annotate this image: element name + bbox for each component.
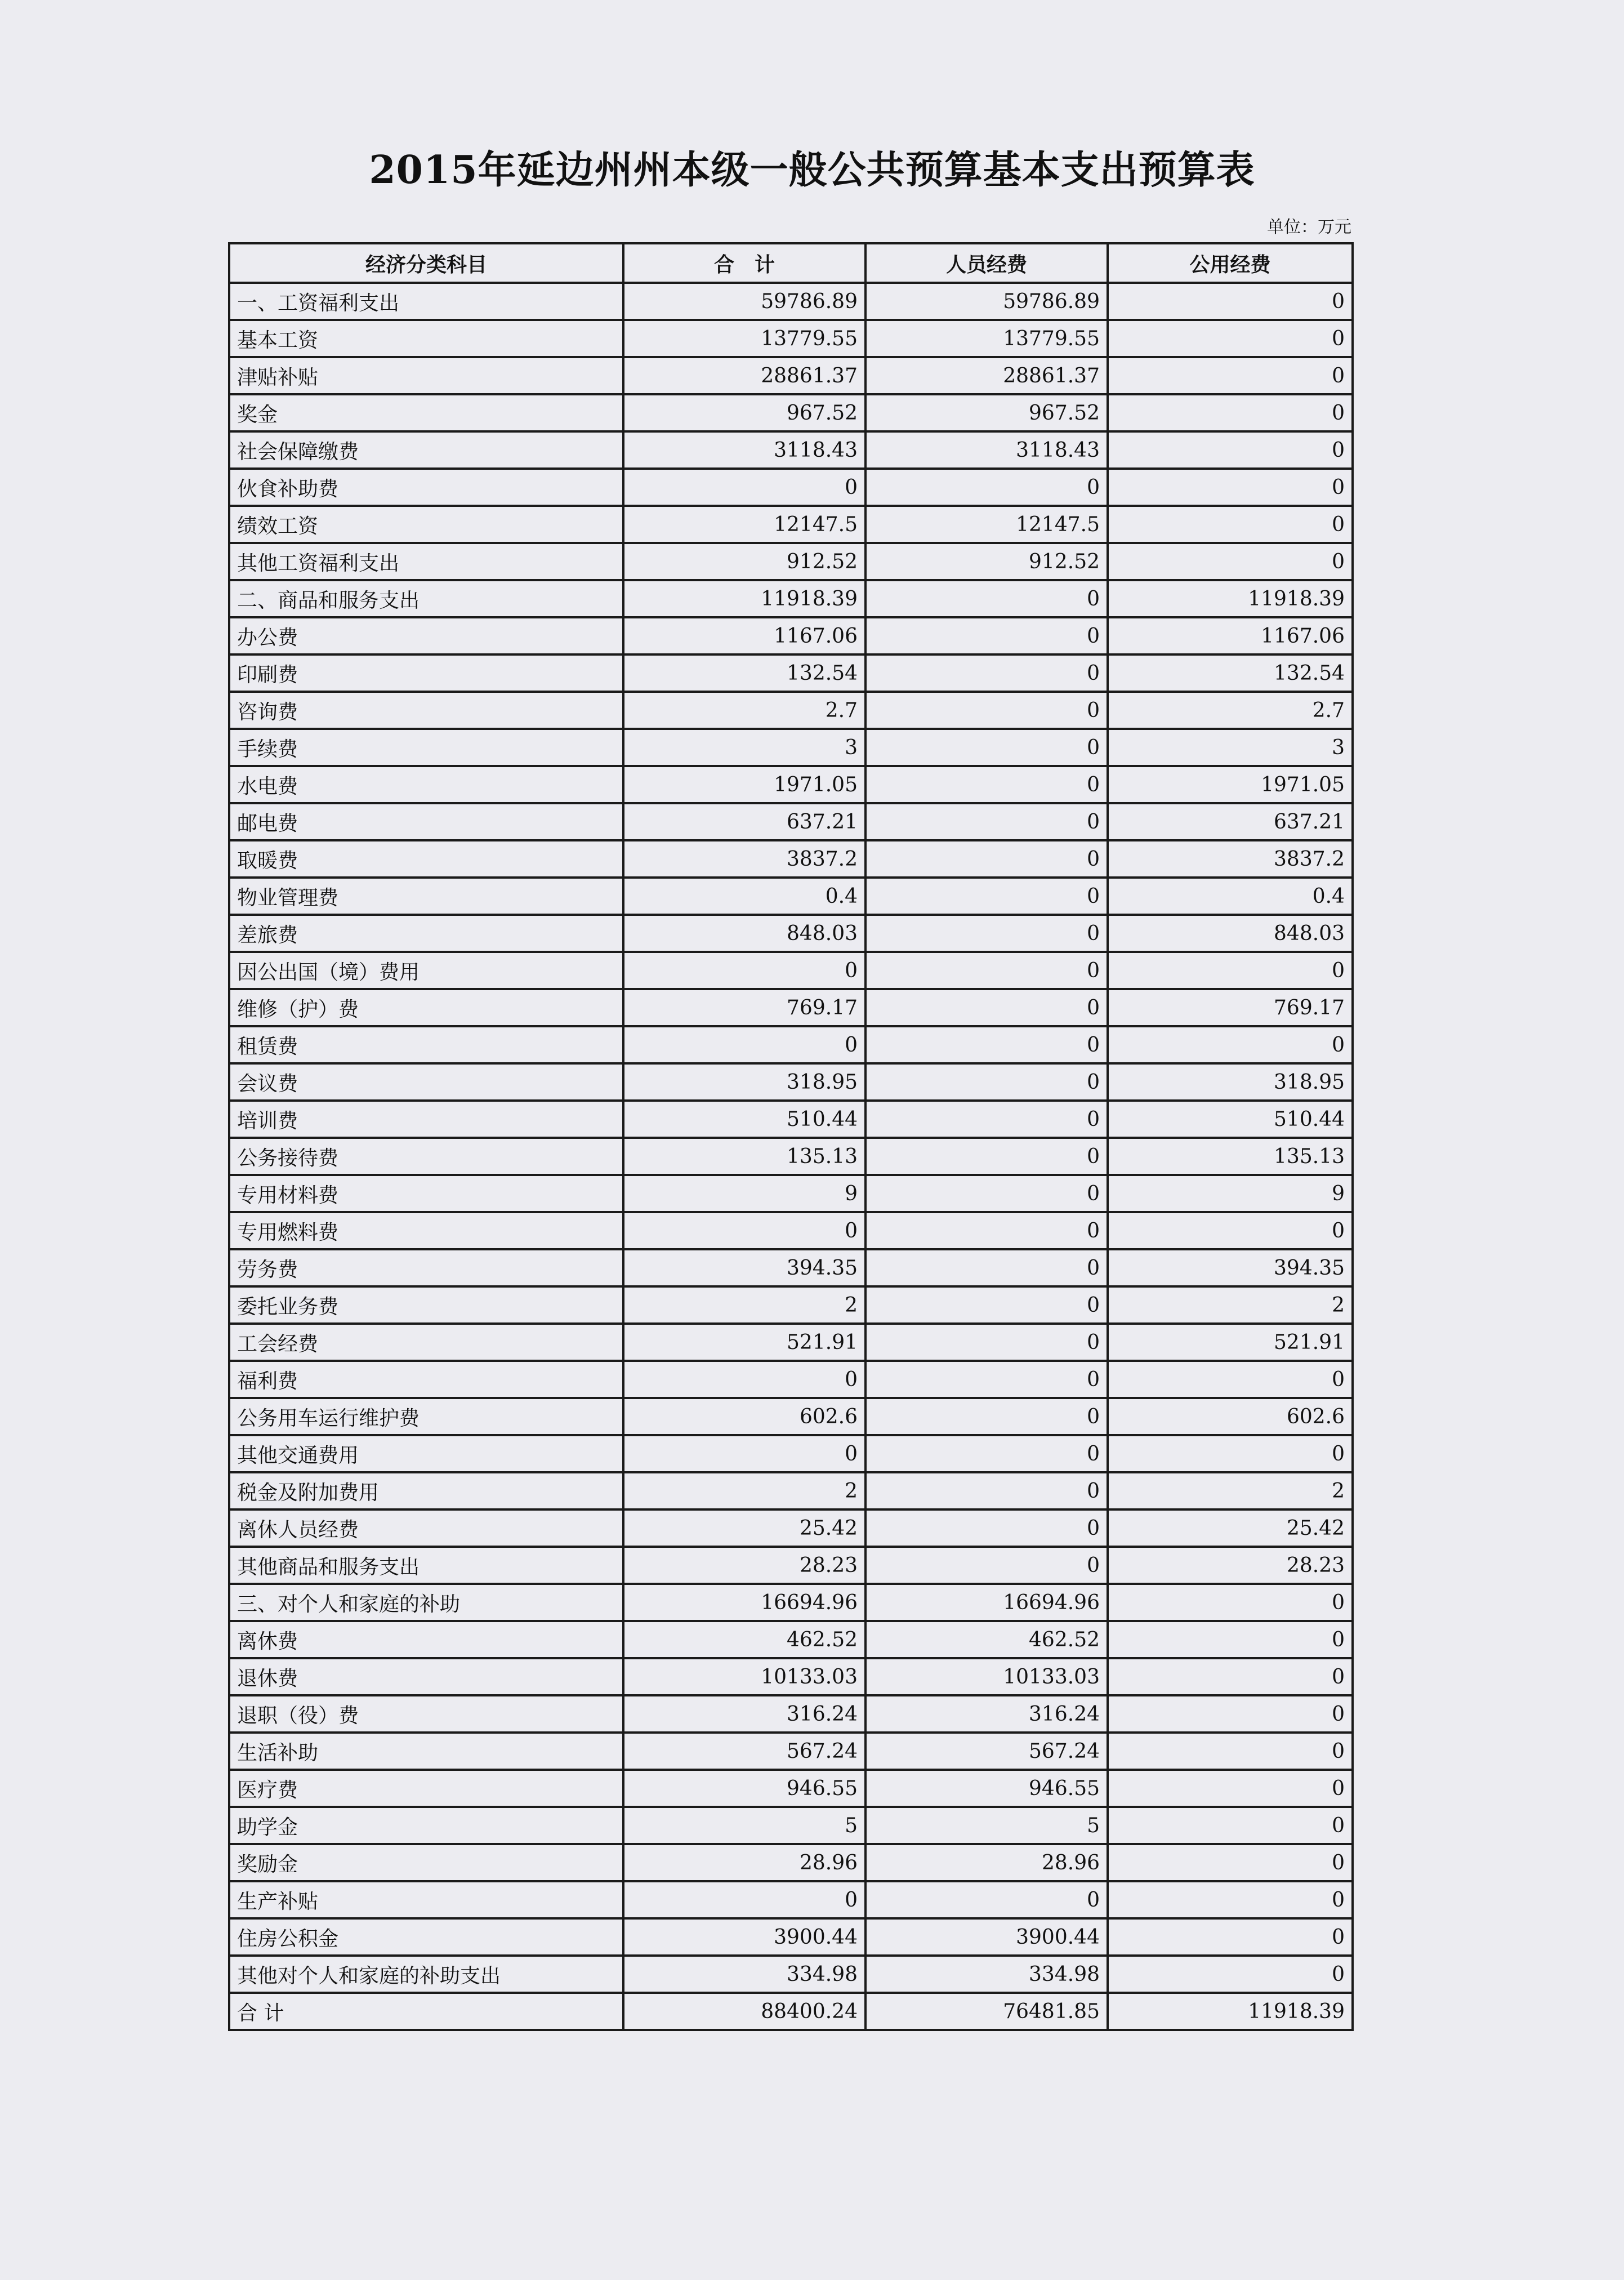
row-total: 0 (623, 952, 865, 989)
row-public: 848.03 (1108, 915, 1353, 952)
row-personnel: 334.98 (865, 1956, 1108, 1993)
row-public: 132.54 (1108, 654, 1353, 692)
row-name: 会议费 (229, 1063, 623, 1101)
row-public: 2 (1108, 1286, 1353, 1324)
row-name: 公务接待费 (229, 1138, 623, 1175)
table-row (229, 1770, 1353, 1807)
row-personnel: 76481.85 (865, 1993, 1108, 2030)
row-public: 0 (1108, 543, 1353, 580)
row-total: 334.98 (623, 1956, 865, 1993)
row-personnel: 0 (865, 1361, 1108, 1398)
row-public: 0 (1108, 1361, 1353, 1398)
row-public: 0.4 (1108, 878, 1353, 915)
row-name: 其他商品和服务支出 (229, 1547, 623, 1584)
row-name: 社会保障缴费 (229, 431, 623, 469)
row-public: 11918.39 (1108, 580, 1353, 617)
row-name: 其他对个人和家庭的补助支出 (229, 1956, 623, 1993)
table-row (229, 1807, 1353, 1844)
table-row (229, 1286, 1353, 1324)
row-name: 奖励金 (229, 1844, 623, 1881)
row-public: 0 (1108, 1844, 1353, 1881)
table-row (229, 617, 1353, 654)
table-row (229, 766, 1353, 803)
row-public: 0 (1108, 1658, 1353, 1695)
row-personnel: 946.55 (865, 1770, 1108, 1807)
row-name: 专用燃料费 (229, 1212, 623, 1249)
row-public: 11918.39 (1108, 1993, 1353, 2030)
row-name: 手续费 (229, 729, 623, 766)
row-public: 1971.05 (1108, 766, 1353, 803)
budget-table (228, 242, 1354, 2031)
table-row (229, 357, 1353, 394)
table-row (229, 989, 1353, 1026)
row-total: 316.24 (623, 1695, 865, 1733)
row-personnel: 567.24 (865, 1733, 1108, 1770)
row-total: 1971.05 (623, 766, 865, 803)
table-row (229, 394, 1353, 431)
row-name: 一、工资福利支出 (229, 283, 623, 320)
table-row (229, 729, 1353, 766)
table-row (229, 692, 1353, 729)
table-row (229, 1956, 1353, 1993)
row-name: 奖金 (229, 394, 623, 431)
row-personnel: 0 (865, 729, 1108, 766)
row-total: 946.55 (623, 1770, 865, 1807)
row-name: 培训费 (229, 1101, 623, 1138)
row-total: 59786.89 (623, 283, 865, 320)
row-personnel: 0 (865, 1101, 1108, 1138)
table-row (229, 1547, 1353, 1584)
row-personnel: 0 (865, 1249, 1108, 1286)
row-total: 132.54 (623, 654, 865, 692)
row-name: 津贴补贴 (229, 357, 623, 394)
row-personnel: 0 (865, 1063, 1108, 1101)
row-total: 9 (623, 1175, 865, 1212)
row-personnel: 0 (865, 952, 1108, 989)
row-total: 3837.2 (623, 840, 865, 878)
row-name: 委托业务费 (229, 1286, 623, 1324)
row-name: 差旅费 (229, 915, 623, 952)
table-row (229, 469, 1353, 506)
row-public: 0 (1108, 1212, 1353, 1249)
row-total: 28.96 (623, 1844, 865, 1881)
row-name: 离休费 (229, 1621, 623, 1658)
row-personnel: 0 (865, 1398, 1108, 1435)
row-public: 602.6 (1108, 1398, 1353, 1435)
row-public: 0 (1108, 320, 1353, 357)
row-public: 510.44 (1108, 1101, 1353, 1138)
row-public: 0 (1108, 1918, 1353, 1956)
table-header-row (229, 243, 1353, 283)
table-body (229, 283, 1353, 2030)
row-public: 135.13 (1108, 1138, 1353, 1175)
row-name: 退休费 (229, 1658, 623, 1695)
row-total: 637.21 (623, 803, 865, 840)
row-public: 0 (1108, 1733, 1353, 1770)
row-total: 28861.37 (623, 357, 865, 394)
row-personnel: 912.52 (865, 543, 1108, 580)
row-personnel: 0 (865, 840, 1108, 878)
row-name: 退职（役）费 (229, 1695, 623, 1733)
row-total: 521.91 (623, 1324, 865, 1361)
table-row (229, 1881, 1353, 1918)
row-personnel: 3900.44 (865, 1918, 1108, 1956)
row-public: 521.91 (1108, 1324, 1353, 1361)
row-total: 602.6 (623, 1398, 865, 1435)
row-total: 567.24 (623, 1733, 865, 1770)
row-name: 合 计 (229, 1993, 623, 2030)
table-row (229, 580, 1353, 617)
row-public: 2.7 (1108, 692, 1353, 729)
row-public: 0 (1108, 1807, 1353, 1844)
row-public: 0 (1108, 1026, 1353, 1063)
row-personnel: 316.24 (865, 1695, 1108, 1733)
table-row (229, 1138, 1353, 1175)
row-personnel: 13779.55 (865, 320, 1108, 357)
table-row (229, 543, 1353, 580)
table-row (229, 431, 1353, 469)
row-personnel: 3118.43 (865, 431, 1108, 469)
row-total: 2 (623, 1472, 865, 1509)
table-row (229, 1435, 1353, 1472)
row-name: 印刷费 (229, 654, 623, 692)
row-total: 11918.39 (623, 580, 865, 617)
row-name: 福利费 (229, 1361, 623, 1398)
row-name: 物业管理费 (229, 878, 623, 915)
row-public: 0 (1108, 431, 1353, 469)
row-total: 0 (623, 1435, 865, 1472)
table-row (229, 1026, 1353, 1063)
table-row (229, 1101, 1353, 1138)
row-name: 生产补贴 (229, 1881, 623, 1918)
row-total: 967.52 (623, 394, 865, 431)
table-row (229, 1509, 1353, 1547)
row-personnel: 0 (865, 692, 1108, 729)
row-total: 1167.06 (623, 617, 865, 654)
row-total: 12147.5 (623, 506, 865, 543)
page-title: 2015年延边州州本级一般公共预算基本支出预算表 (369, 148, 1255, 193)
row-public: 0 (1108, 1956, 1353, 1993)
row-personnel: 0 (865, 1509, 1108, 1547)
row-name: 取暖费 (229, 840, 623, 878)
row-public: 0 (1108, 506, 1353, 543)
row-personnel: 0 (865, 878, 1108, 915)
row-name: 助学金 (229, 1807, 623, 1844)
table-row (229, 1063, 1353, 1101)
row-public: 0 (1108, 1584, 1353, 1621)
table-row (229, 1472, 1353, 1509)
row-name: 伙食补助费 (229, 469, 623, 506)
table-row (229, 1993, 1353, 2030)
row-name: 离休人员经费 (229, 1509, 623, 1547)
row-name: 工会经费 (229, 1324, 623, 1361)
table-row (229, 654, 1353, 692)
row-public: 0 (1108, 1881, 1353, 1918)
row-public: 3 (1108, 729, 1353, 766)
row-public: 28.23 (1108, 1547, 1353, 1584)
row-public: 9 (1108, 1175, 1353, 1212)
row-personnel: 0 (865, 1472, 1108, 1509)
table-row (229, 1621, 1353, 1658)
row-personnel: 0 (865, 989, 1108, 1026)
row-public: 0 (1108, 394, 1353, 431)
table-row (229, 1361, 1353, 1398)
row-public: 0 (1108, 1435, 1353, 1472)
table-row (229, 1584, 1353, 1621)
row-total: 912.52 (623, 543, 865, 580)
row-total: 394.35 (623, 1249, 865, 1286)
row-total: 0 (623, 469, 865, 506)
row-personnel: 0 (865, 1286, 1108, 1324)
table-row (229, 915, 1353, 952)
row-public: 0 (1108, 283, 1353, 320)
row-total: 0 (623, 1361, 865, 1398)
row-total: 2 (623, 1286, 865, 1324)
row-name: 医疗费 (229, 1770, 623, 1807)
row-total: 3118.43 (623, 431, 865, 469)
row-name: 生活补助 (229, 1733, 623, 1770)
row-total: 13779.55 (623, 320, 865, 357)
row-public: 3837.2 (1108, 840, 1353, 878)
row-name: 水电费 (229, 766, 623, 803)
header-public: 公用经费 (1108, 243, 1353, 283)
row-personnel: 0 (865, 469, 1108, 506)
row-total: 3900.44 (623, 1918, 865, 1956)
row-name: 咨询费 (229, 692, 623, 729)
row-total: 318.95 (623, 1063, 865, 1101)
row-name: 劳务费 (229, 1249, 623, 1286)
table-row (229, 803, 1353, 840)
unit-label: 单位：万元 (1267, 217, 1351, 237)
table-row (229, 1695, 1353, 1733)
row-name: 维修（护）费 (229, 989, 623, 1026)
table-row (229, 1733, 1353, 1770)
row-public: 318.95 (1108, 1063, 1353, 1101)
row-personnel: 0 (865, 1324, 1108, 1361)
row-personnel: 12147.5 (865, 506, 1108, 543)
row-name: 其他工资福利支出 (229, 543, 623, 580)
row-total: 10133.03 (623, 1658, 865, 1695)
row-total: 510.44 (623, 1101, 865, 1138)
row-public: 1167.06 (1108, 617, 1353, 654)
row-personnel: 0 (865, 1175, 1108, 1212)
row-personnel: 0 (865, 803, 1108, 840)
row-total: 848.03 (623, 915, 865, 952)
row-total: 0.4 (623, 878, 865, 915)
row-name: 因公出国（境）费用 (229, 952, 623, 989)
row-name: 税金及附加费用 (229, 1472, 623, 1509)
row-total: 16694.96 (623, 1584, 865, 1621)
row-total: 135.13 (623, 1138, 865, 1175)
row-total: 88400.24 (623, 1993, 865, 2030)
table-row (229, 878, 1353, 915)
row-personnel: 0 (865, 654, 1108, 692)
table-row (229, 1324, 1353, 1361)
row-name: 二、商品和服务支出 (229, 580, 623, 617)
table-row (229, 952, 1353, 989)
row-personnel: 0 (865, 1138, 1108, 1175)
row-public: 0 (1108, 952, 1353, 989)
row-personnel: 0 (865, 1435, 1108, 1472)
row-public: 0 (1108, 469, 1353, 506)
header-total: 合 计 (623, 243, 865, 283)
row-public: 0 (1108, 357, 1353, 394)
row-total: 0 (623, 1212, 865, 1249)
row-name: 绩效工资 (229, 506, 623, 543)
row-personnel: 0 (865, 1881, 1108, 1918)
table-row (229, 1844, 1353, 1881)
header-personnel: 人员经费 (865, 243, 1108, 283)
table-row (229, 1918, 1353, 1956)
row-public: 25.42 (1108, 1509, 1353, 1547)
row-public: 2 (1108, 1472, 1353, 1509)
table-row (229, 1175, 1353, 1212)
row-personnel: 5 (865, 1807, 1108, 1844)
row-public: 637.21 (1108, 803, 1353, 840)
table-row (229, 506, 1353, 543)
row-total: 25.42 (623, 1509, 865, 1547)
row-total: 5 (623, 1807, 865, 1844)
row-personnel: 10133.03 (865, 1658, 1108, 1695)
row-name: 其他交通费用 (229, 1435, 623, 1472)
row-personnel: 28.96 (865, 1844, 1108, 1881)
row-public: 0 (1108, 1770, 1353, 1807)
table-row (229, 1212, 1353, 1249)
row-total: 0 (623, 1026, 865, 1063)
row-personnel: 28861.37 (865, 357, 1108, 394)
row-public: 769.17 (1108, 989, 1353, 1026)
row-personnel: 0 (865, 617, 1108, 654)
header-category: 经济分类科目 (229, 243, 623, 283)
row-name: 专用材料费 (229, 1175, 623, 1212)
row-name: 基本工资 (229, 320, 623, 357)
row-name: 办公费 (229, 617, 623, 654)
row-personnel: 967.52 (865, 394, 1108, 431)
row-name: 邮电费 (229, 803, 623, 840)
row-total: 28.23 (623, 1547, 865, 1584)
row-personnel: 0 (865, 915, 1108, 952)
row-name: 三、对个人和家庭的补助 (229, 1584, 623, 1621)
table-row (229, 1249, 1353, 1286)
row-personnel: 0 (865, 580, 1108, 617)
row-total: 0 (623, 1881, 865, 1918)
row-name: 公务用车运行维护费 (229, 1398, 623, 1435)
row-personnel: 0 (865, 766, 1108, 803)
row-total: 2.7 (623, 692, 865, 729)
row-public: 0 (1108, 1695, 1353, 1733)
table-row (229, 320, 1353, 357)
table-row (229, 840, 1353, 878)
row-personnel: 0 (865, 1026, 1108, 1063)
table-row (229, 1658, 1353, 1695)
row-personnel: 0 (865, 1212, 1108, 1249)
row-public: 394.35 (1108, 1249, 1353, 1286)
row-total: 769.17 (623, 989, 865, 1026)
row-name: 租赁费 (229, 1026, 623, 1063)
table-row (229, 1398, 1353, 1435)
row-personnel: 16694.96 (865, 1584, 1108, 1621)
row-name: 住房公积金 (229, 1918, 623, 1956)
table-row (229, 283, 1353, 320)
row-personnel: 0 (865, 1547, 1108, 1584)
row-personnel: 462.52 (865, 1621, 1108, 1658)
row-public: 0 (1108, 1621, 1353, 1658)
row-personnel: 59786.89 (865, 283, 1108, 320)
row-total: 3 (623, 729, 865, 766)
row-total: 462.52 (623, 1621, 865, 1658)
